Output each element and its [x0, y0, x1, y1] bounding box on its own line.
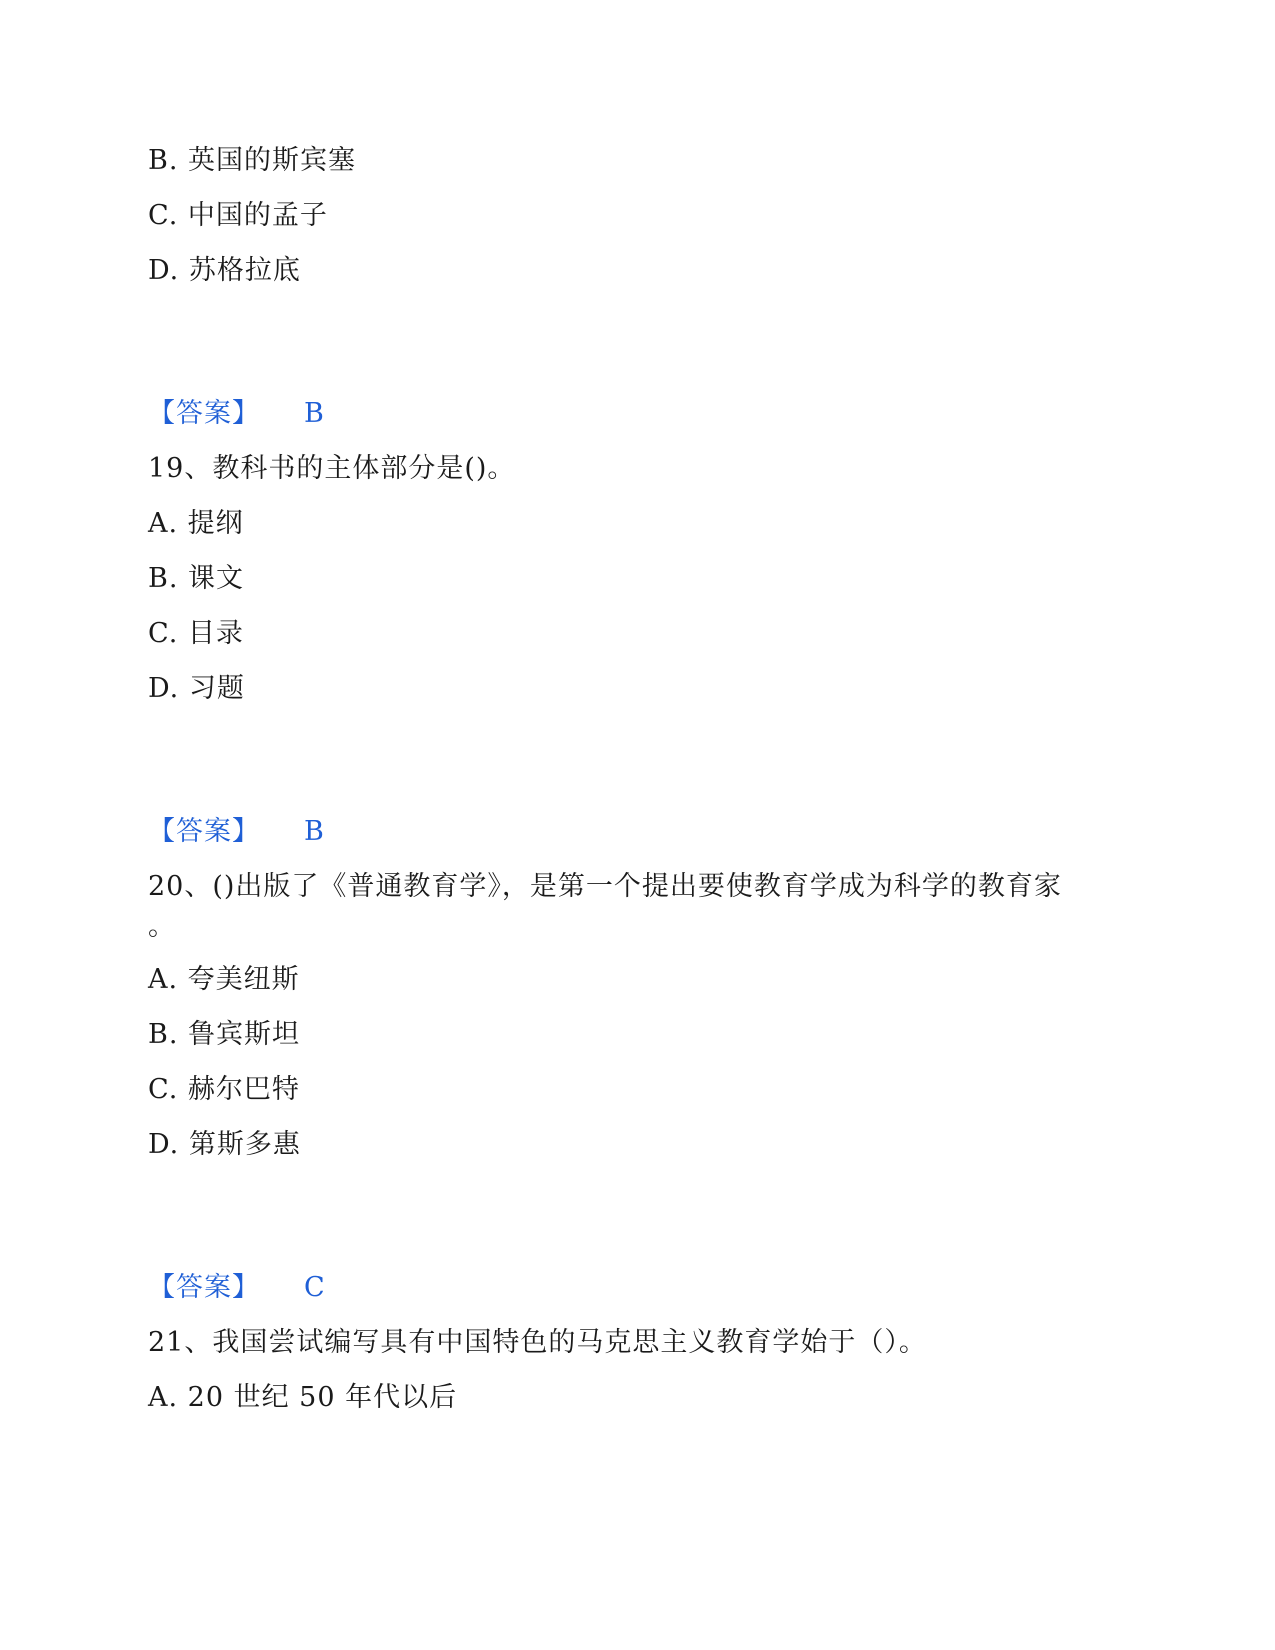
answer-value: B	[304, 398, 325, 429]
q19-option-d: D. 习题	[148, 673, 245, 704]
q19-question: 19、教科书的主体部分是()。	[148, 453, 516, 484]
answer-label: 【答案】	[148, 398, 260, 429]
answer-label: 【答案】	[148, 1272, 260, 1303]
q20-option-d: D. 第斯多惠	[148, 1129, 301, 1160]
q20-option-a: A. 夸美纽斯	[148, 964, 300, 995]
q18-option-b: B. 英国的斯宾塞	[148, 145, 357, 176]
q20-option-b: B. 鲁宾斯坦	[148, 1019, 301, 1050]
q18-option-d: D. 苏格拉底	[148, 255, 301, 286]
answer-label: 【答案】	[148, 816, 260, 847]
answer-value: C	[304, 1272, 326, 1303]
q21-option-a: A. 20 世纪 50 年代以后	[148, 1382, 458, 1413]
answer-value: B	[304, 816, 325, 847]
q20-question-line2: 。	[148, 911, 176, 942]
q19-answer	[148, 815, 325, 849]
q21-question: 21、我国尝试编写具有中国特色的马克思主义教育学始于（）。	[148, 1327, 927, 1358]
q20-option-c: C. 赫尔巴特	[148, 1074, 300, 1105]
q19-option-b: B. 课文	[148, 563, 245, 594]
q20-question-line1: 20、()出版了《普通教育学》，是第一个提出要使教育学成为科学的教育家	[148, 871, 1062, 902]
q18-answer	[148, 397, 325, 431]
q18-option-c: C. 中国的孟子	[148, 200, 328, 231]
q19-option-c: C. 目录	[148, 618, 244, 649]
q19-option-a: A. 提纲	[148, 508, 244, 539]
q20-answer	[148, 1271, 326, 1305]
